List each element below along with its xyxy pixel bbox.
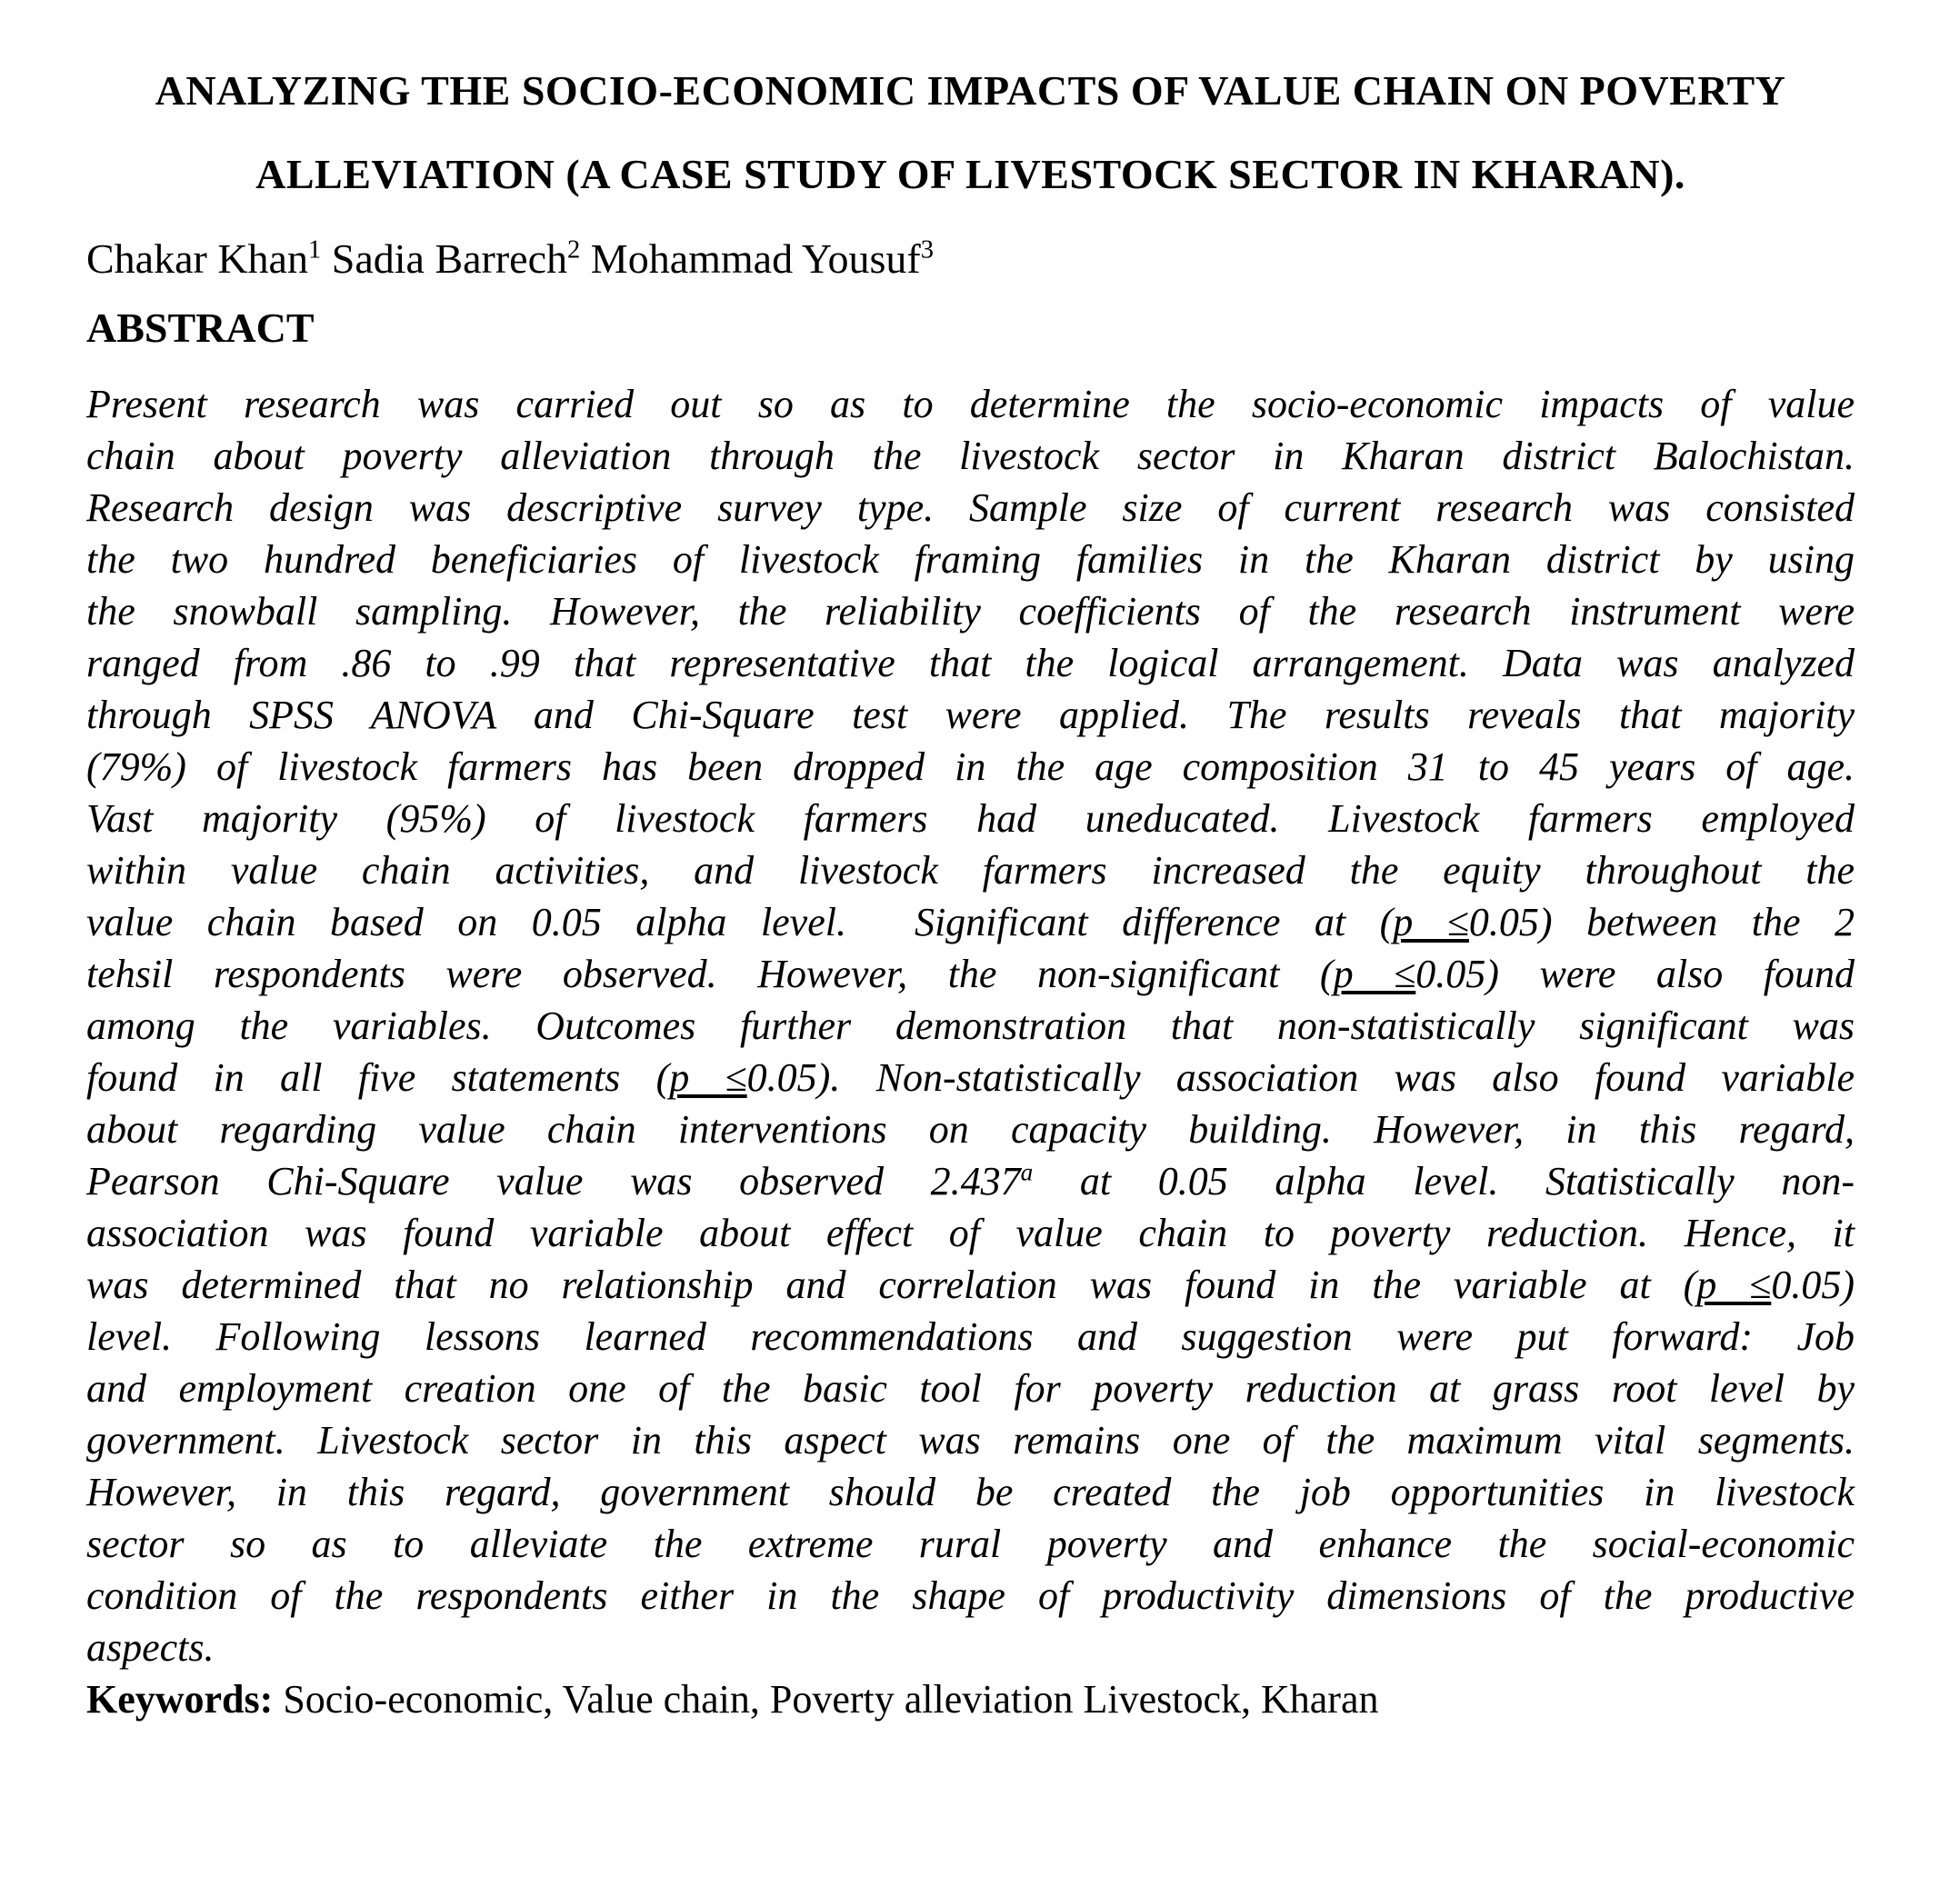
abstract-line: Research design was descriptive survey type. Sample size of current research was consisted — [86, 485, 1855, 530]
abstract-line: the snowball sampling. However, the reliability coefficients of the research instrument were — [86, 589, 1855, 634]
keywords-text: Socio-economic, Value chain, Poverty alleviation Livestock, Kharan — [273, 1677, 1379, 1722]
abstract-line: the two hundred beneficiaries of livestock framing families in the Kharan district by using — [86, 537, 1855, 582]
abstract-line: association was found variable about effect of value chain to poverty reduction. Hence, it — [86, 1211, 1855, 1255]
abstract-line: about regarding value chain interventions on capacity building. However, in this regard, — [86, 1107, 1855, 1152]
abstract-line: value chain based on 0.05 alpha level. Significant difference at (p ≤0.05) between the 2 — [86, 900, 1855, 944]
abstract-line: (79%) of livestock farmers has been dropped in the age composition 31 to 45 years of age. — [86, 744, 1855, 789]
abstract-paragraph — [86, 378, 1855, 1673]
abstract-line: aspects. — [86, 1625, 215, 1670]
abstract-line: among the variables. Outcomes further demonstration that non-statistically significant was — [86, 1003, 1855, 1048]
abstract-line: Pearson Chi-Square value was observed 2.437$^a$ at 0.05 alpha level. Statistically non- — [86, 1158, 1855, 1203]
author-line: Chakar Khan$^1$ Sadia Barrech$^2$ Mohammad Yousuf$^3$ — [86, 235, 934, 282]
abstract-line: chain about poverty alleviation through the livestock sector in Kharan district Balochistan. — [86, 434, 1855, 478]
keywords-line — [86, 1673, 1855, 1725]
abstract-line: sector so as to alleviate the extreme rural poverty and enhance the social-economic — [86, 1522, 1855, 1566]
abstract-line: government. Livestock sector in this aspect was remains one of the maximum vital segments. — [86, 1418, 1855, 1463]
abstract-line: tehsil respondents were observed. However, the non-significant (p ≤0.05) were also found — [86, 952, 1855, 996]
keywords-label: Keywords: — [86, 1677, 274, 1722]
abstract-line: Vast majority (95%) of livestock farmers had uneducated. Livestock farmers employed — [86, 796, 1855, 841]
abstract-line: and employment creation one of the basic tool for poverty reduction at grass root level by — [86, 1366, 1855, 1411]
abstract-line: was determined that no relationship and correlation was found in the variable at (p ≤0.05) — [86, 1263, 1855, 1307]
paper-title-line-1: ANALYZING THE SOCIO-ECONOMIC IMPACTS OF VALUE CHAIN ON POVERTY — [155, 67, 1786, 114]
paper-title — [86, 49, 1855, 216]
abstract-line: within value chain activities, and livestock farmers increased the equity throughout the — [86, 848, 1855, 893]
abstract-line: condition of the respondents either in the shape of productivity dimensions of the productive — [86, 1573, 1855, 1618]
abstract-line: Present research was carried out so as to determine the socio-economic impacts of value — [86, 382, 1855, 426]
paper-title-line-2: ALLEVIATION (A CASE STUDY OF LIVESTOCK SECTOR IN KHARAN). — [255, 151, 1685, 197]
abstract-line: through SPSS ANOVA and Chi-Square test were applied. The results reveals that majority — [86, 693, 1855, 737]
abstract-line: found in all five statements (p ≤0.05). Non-statistically association was also found variable — [86, 1055, 1855, 1100]
document-page — [0, 49, 1960, 1725]
abstract-line: However, in this regard, government should be created the job opportunities in livestock — [86, 1470, 1855, 1514]
abstract-line: level. Following lessons learned recommendations and suggestion were put forward: Job — [86, 1314, 1855, 1359]
abstract-heading: ABSTRACT — [86, 305, 315, 351]
abstract-line: ranged from .86 to .99 that representative that the logical arrangement. Data was analyzed — [86, 641, 1855, 685]
